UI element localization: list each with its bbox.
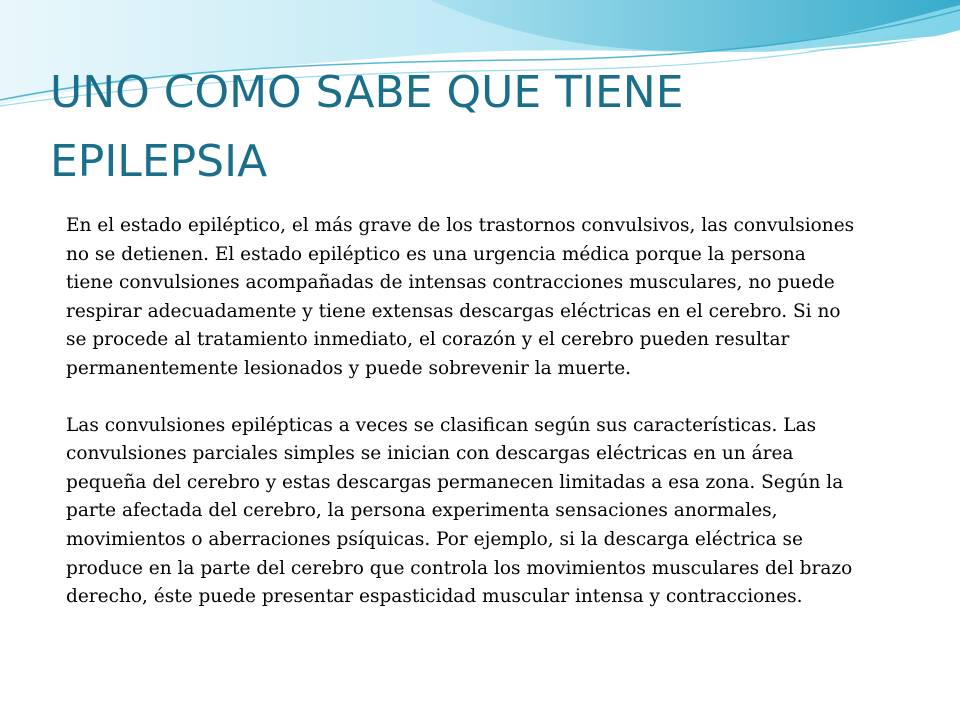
slide-body <box>66 212 856 612</box>
slide-title: UNO COMO SABE QUE TIENE EPILEPSIA <box>50 67 684 187</box>
body-paragraph-2: Las convulsiones epilépticas a veces se clasifican según sus características. Las convulsiones parciales simples se inician con descargas eléctricas en un área pequeña del cerebro y estas descargas permanecen limitadas a esa zona. Según la parte afectada del cerebro, la persona experimenta sensaciones anormales, movimientos o aberraciones psíquicas. Por ejemplo, si la descarga eléctrica se produce en la parte del cerebro que controla los movimientos musculares del brazo derecho, éste puede presentar espasticidad muscular intensa y contracciones. <box>66 414 853 608</box>
body-paragraph-1: En el estado epiléptico, el más grave de los trastornos convulsivos, las convulsiones no se detienen. El estado epiléptico es una urgencia médica porque la persona tiene convulsiones acompañadas de intensas contracciones musculares, no puede respirar adecuadamente y tiene extensas descargas eléctricas en el cerebro. Si no se procede al tratamiento inmediato, el corazón y el cerebro pueden resultar permanentemente lesionados y puede sobrevenir la muerte. <box>66 215 855 379</box>
